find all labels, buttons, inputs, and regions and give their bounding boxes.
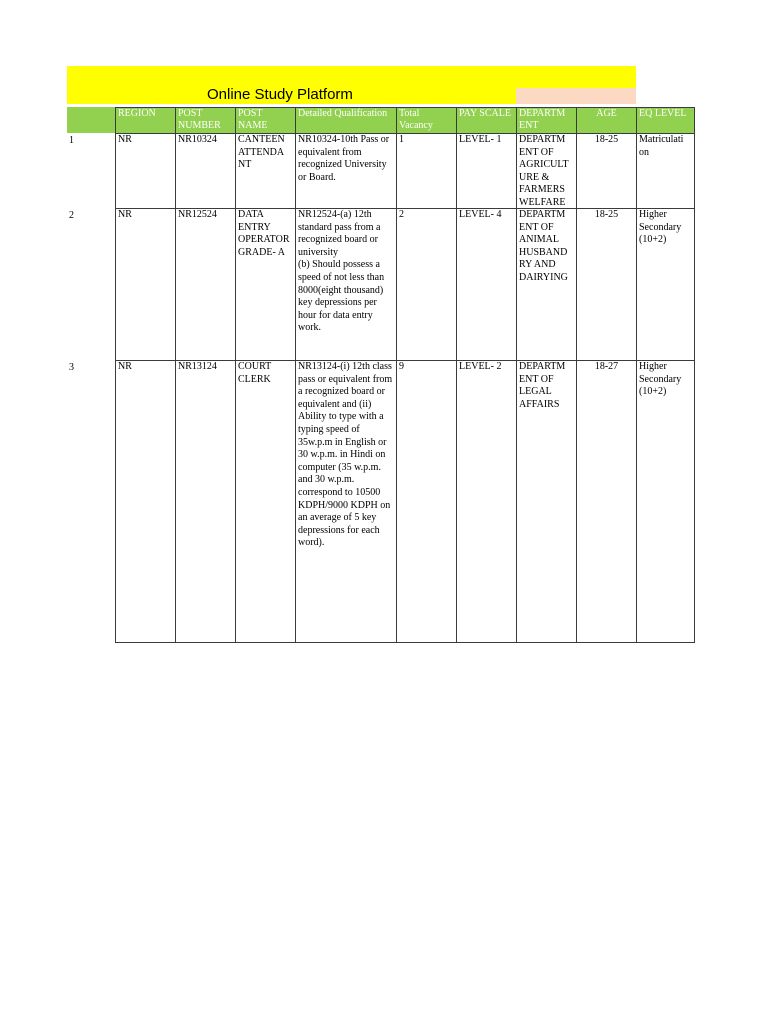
cell-qualification: NR10324-10th Pass or equivalent from recognized University or Board. bbox=[298, 134, 390, 183]
cell-department: DEPARTM ENT OF AGRICULT URE & FARMERS WELFARE bbox=[519, 134, 569, 208]
cell-post-name: CANTEEN ATTENDA NT bbox=[238, 134, 285, 171]
header-post-name: POST NAME bbox=[235, 107, 295, 133]
cell-department: DEPARTM ENT OF LEGAL AFFAIRS bbox=[519, 361, 566, 410]
cell-qualification: NR13124-(i) 12th class pass or equivalent from a recognized board or equivalent and (ii) Ability to type with a typing speed of 35w.p.m in English or 30 w.p.m. in Hindi on computer (35 w.p.m. and 30 w.p.m. correspond to 10500 KDPH/9000 KDPH on an average of 5 key depressions for each word). bbox=[298, 361, 393, 549]
header-qualification: Detailed Qualification bbox=[295, 107, 396, 133]
cell-pay-scale: LEVEL- 1 bbox=[459, 134, 502, 145]
column-divider bbox=[396, 107, 397, 643]
banner-highlight bbox=[516, 88, 636, 104]
header-eq-level: EQ LEVEL bbox=[636, 107, 695, 133]
table-border bbox=[115, 107, 695, 643]
row-number: 3 bbox=[69, 362, 74, 373]
column-divider bbox=[576, 107, 577, 643]
cell-post-number: NR13124 bbox=[178, 361, 217, 372]
table-header-row bbox=[67, 107, 695, 133]
title-banner bbox=[67, 66, 636, 104]
column-divider bbox=[175, 107, 176, 643]
header-age: AGE bbox=[576, 107, 636, 133]
cell-vacancy: 1 bbox=[399, 134, 404, 145]
cell-department: DEPARTM ENT OF ANIMAL HUSBAND RY AND DAIRYING bbox=[519, 209, 568, 283]
page-title: Online Study Platform bbox=[207, 86, 353, 103]
cell-post-number: NR10324 bbox=[178, 134, 217, 145]
cell-region: NR bbox=[118, 209, 132, 220]
header-vacancy: Total Vacancy bbox=[396, 107, 456, 133]
cell-post-name: DATA ENTRY OPERATOR GRADE- A bbox=[238, 209, 290, 258]
cell-region: NR bbox=[118, 361, 132, 372]
header-department: DEPARTM ENT bbox=[516, 107, 576, 133]
column-divider bbox=[456, 107, 457, 643]
row-number: 2 bbox=[69, 210, 74, 221]
cell-eq-level: Higher Secondary (10+2) bbox=[639, 209, 682, 246]
header-region: REGION bbox=[115, 107, 175, 133]
cell-qualification: NR12524-(a) 12th standard pass from a recognized board or university (b) Should possess a speed of not less than 8000(eight thousand) key depressions per hour for data entry work. bbox=[298, 209, 385, 334]
cell-pay-scale: LEVEL- 4 bbox=[459, 209, 502, 220]
header-post-number: POST NUMBER bbox=[175, 107, 235, 133]
cell-age: 18-27 bbox=[594, 361, 619, 372]
cell-vacancy: 9 bbox=[399, 361, 404, 372]
row-number: 1 bbox=[69, 135, 74, 146]
cell-eq-level: Higher Secondary (10+2) bbox=[639, 361, 682, 398]
cell-age: 18-25 bbox=[594, 134, 619, 145]
cell-pay-scale: LEVEL- 2 bbox=[459, 361, 502, 372]
cell-post-name: COURT CLERK bbox=[238, 361, 272, 385]
cell-vacancy: 2 bbox=[399, 209, 404, 220]
cell-eq-level: Matriculati on bbox=[639, 134, 684, 158]
cell-age: 18-25 bbox=[594, 209, 619, 220]
cell-post-number: NR12524 bbox=[178, 209, 217, 220]
header-pay-scale: PAY SCALE bbox=[456, 107, 516, 133]
cell-region: NR bbox=[118, 134, 132, 145]
